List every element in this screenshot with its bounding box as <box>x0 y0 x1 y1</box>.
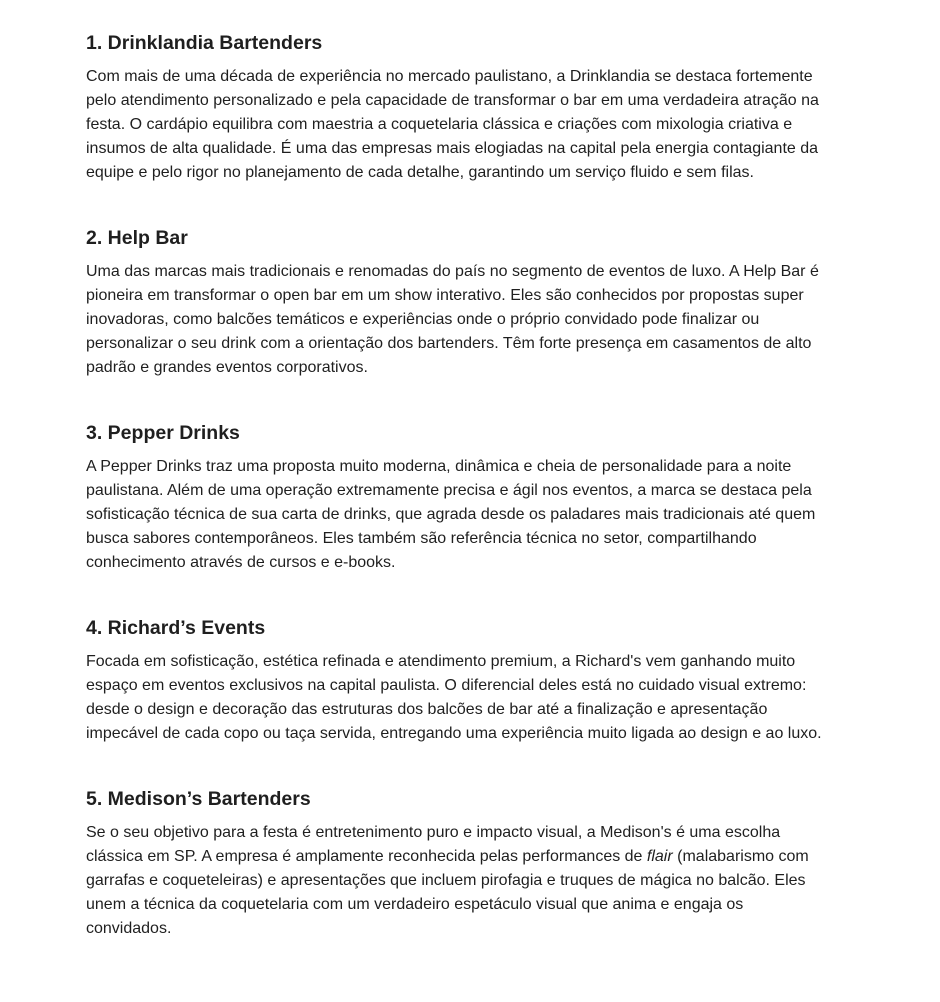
list-item <box>86 30 826 185</box>
item-description-emphasis: flair <box>646 848 673 865</box>
item-description-part: (malabarismo com garrafas e coqueteleiras) e apresentações que incluem pirofagia e truques de mágica no balcão. Eles unem a técnica da coquetelaria com um verdadeiro espetáculo visual que anima e engaja os convidados. <box>86 848 809 937</box>
item-description: A Pepper Drinks traz uma proposta muito moderna, dinâmica e cheia de personalidade para a noite paulistana. Além de uma operação extremamente precisa e ágil nos eventos, a marca se destaca pela sofisticação técnica de sua carta de drinks, que agrada desde os paladares mais tradicionais até quem busca sabores contemporâneos. Eles também são referência técnica no setor, compartilhando conhecimento através de cursos e e-books. <box>86 458 816 571</box>
list-item <box>86 615 826 746</box>
item-description: Com mais de uma década de experiência no mercado paulistano, a Drinklandia se destaca fortemente pelo atendimento personalizado e pela capacidade de transformar o bar em uma verdadeira atração na festa. O cardápio equilibra com maestria a coquetelaria clássica e criações com mixologia criativa e insumos de alta qualidade. É uma das empresas mais elogiadas na capital pela energia contagiante da equipe e pelo rigor no planejamento de cada detalhe, garantindo um serviço fluido e sem filas. <box>86 68 819 181</box>
item-title: 2. Help Bar <box>86 227 188 249</box>
item-title: 3. Pepper Drinks <box>86 422 240 444</box>
item-title: 1. Drinklandia Bartenders <box>86 32 323 54</box>
list-item <box>86 786 826 941</box>
item-title: 5. Medison’s Bartenders <box>86 788 311 810</box>
item-description <box>86 821 826 941</box>
list-item <box>86 225 826 380</box>
list-item <box>86 420 826 575</box>
item-title: 4. Richard’s Events <box>86 617 266 639</box>
item-description: Uma das marcas mais tradicionais e renomadas do país no segmento de eventos de luxo. A Help Bar é pioneira em transformar o open bar em um show interativo. Eles são conhecidos por propostas super inovadoras, como balcões temáticos e experiências onde o próprio convidado pode finalizar ou personalizar o seu drink com a orientação dos bartenders. Têm forte presença em casamentos de alto padrão e grandes eventos corporativos. <box>86 263 819 376</box>
item-description-part: Se o seu objetivo para a festa é entretenimento puro e impacto visual, a Medison's é uma escolha clássica em SP. A empresa é amplamente reconhecida pelas performances de <box>86 824 781 865</box>
article-content <box>86 30 826 981</box>
item-description: Focada em sofisticação, estética refinada e atendimento premium, a Richard's vem ganhando muito espaço em eventos exclusivos na capital paulista. O diferencial deles está no cuidado visual extremo: desde o design e decoração das estruturas dos balcões de bar até a finalização e apresentação impecável de cada copo ou taça servida, entregando uma experiência muito ligada ao design e ao luxo. <box>86 653 822 742</box>
